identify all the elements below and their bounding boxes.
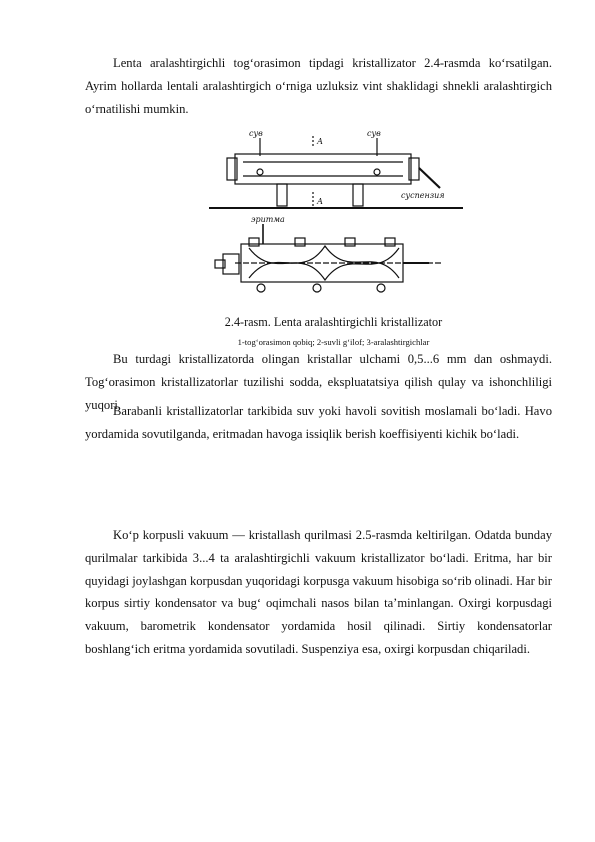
label-solution: эритма xyxy=(251,215,285,224)
discharge-pipe xyxy=(419,168,440,188)
figure-subcaption: 1-tog‘orasimon qobiq; 2-suvli g‘ilof; 3-aralashtirgichlar xyxy=(237,337,430,347)
label-section-bottom: А xyxy=(317,197,324,206)
paragraph-crystal-size: Bu turdagi kristallizatorda olingan kristallar ulchami 0,5...6 mm dan oshmaydi. Tog‘orasimon kristallizatorlar tuzilishi sodda, ekspluatatsiya qilish qulay va ishonchliligi yuqori. xyxy=(85,352,552,412)
label-water-right: сув xyxy=(367,129,381,138)
label-suspension: суспензия xyxy=(401,191,445,200)
figure-caption: 2.4-rasm. Lenta aralashtirgichli kristallizator xyxy=(224,315,443,329)
label-section-top: А xyxy=(317,137,324,146)
paragraph-intro: Lenta aralashtirgichli tog‘orasimon tipdagi kristallizator 2.4-rasmda ko‘rsatilgan. Ayrim hollarda lentali aralashtirgich o‘rniga uzluksiz vint shaklidagi shnekli aralashtirgich o‘rnatilishi mumkin. xyxy=(85,56,552,116)
crystallizer-drawing xyxy=(205,126,467,306)
paragraph-multi-body-vacuum: Ko‘p korpusli vakuum — kristallash qurilmasi 2.5-rasmda keltirilgan. Odatda bunday qurilmalar tarkibida 3...4 ta aralashtirgichli vakuum kristallizator bo‘ladi. Eritma, har bir quyidagi joylashgan korpusdan yuqoridagi korpusga vakuum hisobiga so‘rib olinadi. Har bir korpus sirtiy kondensator va bug‘ oqimchali nasos bilan ta’minlangan. Oxirgi korpusdagi vakuum, barometrik kondensator yordamida hosil qilinadi. Sirtiy kondensatorlar boshlang‘ich eritma yordamida sovutiladi. Suspenziya esa, oxirgi korpusdan chiqariladi. xyxy=(85,528,552,656)
paragraph-drum-crystallizers: Barabanli kristallizatorlar tarkibida suv yoki havoli sovitish moslamali bo‘ladi. Havo yordamida sovutilganda, eritmadan havoga issiqlik berish koeffisiyenti kichik bo‘ladi. xyxy=(85,404,552,441)
label-water-left: сув xyxy=(249,129,263,138)
technical-drawing-svg xyxy=(205,126,467,306)
